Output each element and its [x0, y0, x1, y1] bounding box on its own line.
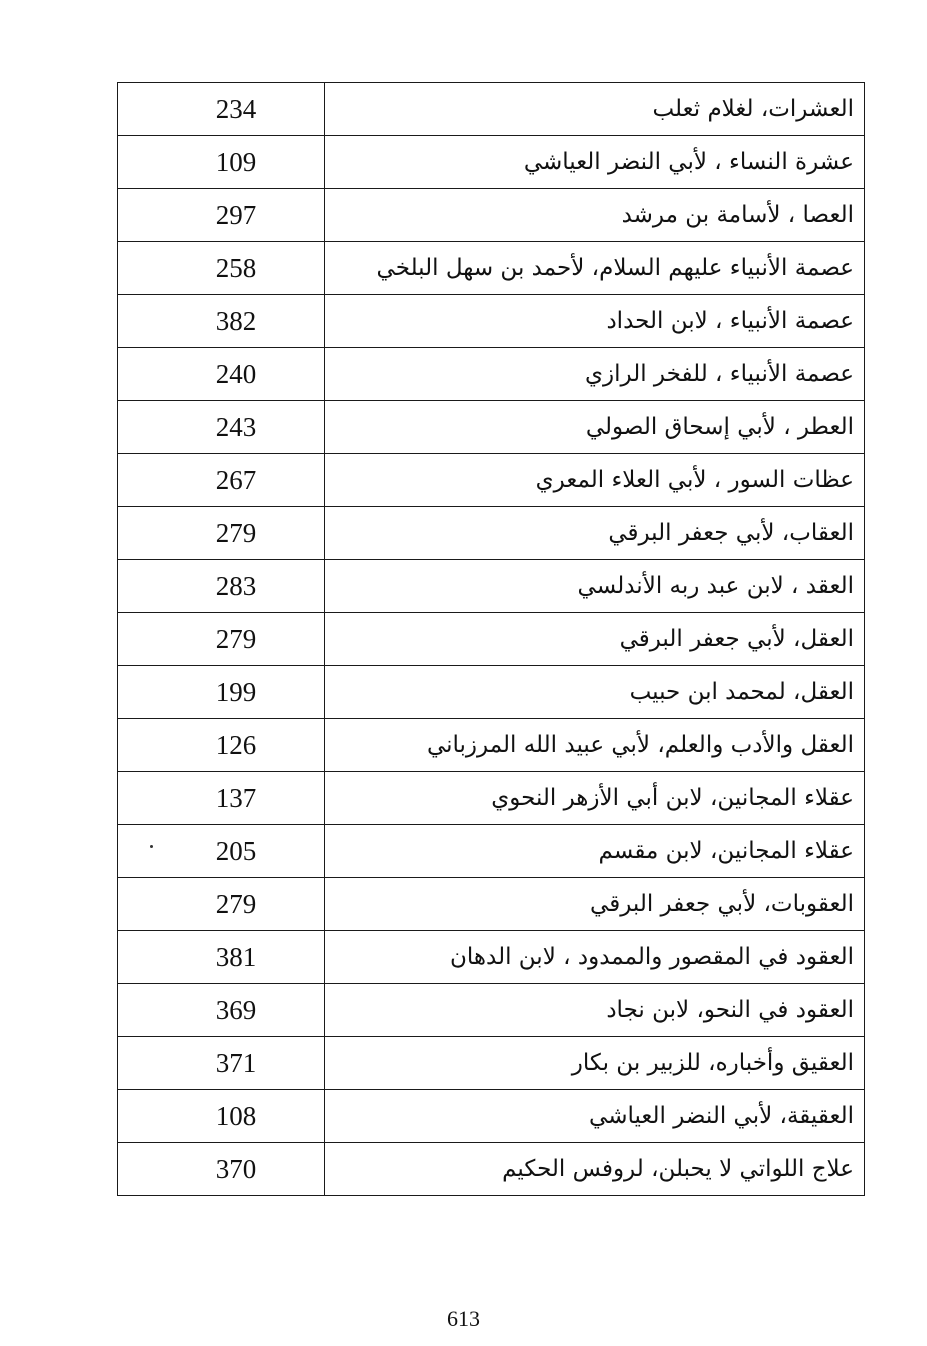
- entry-page-number: 283: [118, 560, 325, 613]
- table-row: [118, 83, 865, 136]
- table-row: [118, 825, 865, 878]
- entry-page-number: 369: [118, 984, 325, 1037]
- entry-page-number: 137: [118, 772, 325, 825]
- index-table-body: [118, 83, 865, 1196]
- entry-page-number: 279: [118, 613, 325, 666]
- table-row: [118, 1143, 865, 1196]
- entry-page-number: 205: [118, 825, 325, 878]
- table-row: [118, 507, 865, 560]
- entry-title: عصمة الأنبياء ، لابن الحداد: [325, 295, 865, 348]
- entry-title: عشرة النساء ، لأبي النضر العياشي: [325, 136, 865, 189]
- table-row: [118, 1037, 865, 1090]
- table-row: [118, 984, 865, 1037]
- entry-title: العقد ، لابن عبد ربه الأندلسي: [325, 560, 865, 613]
- entry-title: العقيقة، لأبي النضر العياشي: [325, 1090, 865, 1143]
- entry-page-number: 382: [118, 295, 325, 348]
- entry-title: علاج اللواتي لا يحبلن، لروفس الحكيم: [325, 1143, 865, 1196]
- index-table: [117, 82, 865, 1196]
- table-row: [118, 454, 865, 507]
- entry-page-number: 267: [118, 454, 325, 507]
- entry-page-number: 199: [118, 666, 325, 719]
- table-row: [118, 719, 865, 772]
- table-row: [118, 772, 865, 825]
- entry-page-number: 370: [118, 1143, 325, 1196]
- entry-page-number: 279: [118, 507, 325, 560]
- table-row: [118, 401, 865, 454]
- entry-title: العشرات، لغلام ثعلب: [325, 83, 865, 136]
- entry-page-number: 234: [118, 83, 325, 136]
- entry-page-number: 243: [118, 401, 325, 454]
- entry-page-number: 108: [118, 1090, 325, 1143]
- entry-title: عظات السور ، لأبي العلاء المعري: [325, 454, 865, 507]
- print-speck: [150, 845, 153, 848]
- entry-title: عقلاء المجانين، لابن مقسم: [325, 825, 865, 878]
- table-row: [118, 242, 865, 295]
- table-row: [118, 189, 865, 242]
- entry-title: العصا ، لأسامة بن مرشد: [325, 189, 865, 242]
- entry-title: عقلاء المجانين، لابن أبي الأزهر النحوي: [325, 772, 865, 825]
- table-row: [118, 1090, 865, 1143]
- table-row: [118, 666, 865, 719]
- entry-title: العقوبات، لأبي جعفر البرقي: [325, 878, 865, 931]
- entry-page-number: 126: [118, 719, 325, 772]
- entry-page-number: 279: [118, 878, 325, 931]
- entry-title: العقيق وأخباره، للزبير بن بكار: [325, 1037, 865, 1090]
- table-row: [118, 560, 865, 613]
- entry-title: العقاب، لأبي جعفر البرقي: [325, 507, 865, 560]
- entry-page-number: 109: [118, 136, 325, 189]
- entry-title: العقود في المقصور والممدود ، لابن الدهان: [325, 931, 865, 984]
- entry-page-number: 240: [118, 348, 325, 401]
- entry-page-number: 297: [118, 189, 325, 242]
- entry-title: عصمة الأنبياء ، للفخر الرازي: [325, 348, 865, 401]
- table-row: [118, 613, 865, 666]
- table-row: [118, 348, 865, 401]
- entry-title: العطر ، لأبي إسحاق الصولي: [325, 401, 865, 454]
- page-number: 613: [447, 1306, 480, 1331]
- table-row: [118, 931, 865, 984]
- entry-title: العقل، لأبي جعفر البرقي: [325, 613, 865, 666]
- entry-title: العقل، لمحمد ابن حبيب: [325, 666, 865, 719]
- entry-page-number: 381: [118, 931, 325, 984]
- entry-title: العقود في النحو، لابن نجاد: [325, 984, 865, 1037]
- entry-title: عصمة الأنبياء عليهم السلام، لأحمد بن سهل البلخي: [325, 242, 865, 295]
- table-row: [118, 295, 865, 348]
- entry-page-number: 258: [118, 242, 325, 295]
- table-row: [118, 136, 865, 189]
- table-row: [118, 878, 865, 931]
- entry-page-number: 371: [118, 1037, 325, 1090]
- entry-title: العقل والأدب والعلم، لأبي عبيد الله المرزباني: [325, 719, 865, 772]
